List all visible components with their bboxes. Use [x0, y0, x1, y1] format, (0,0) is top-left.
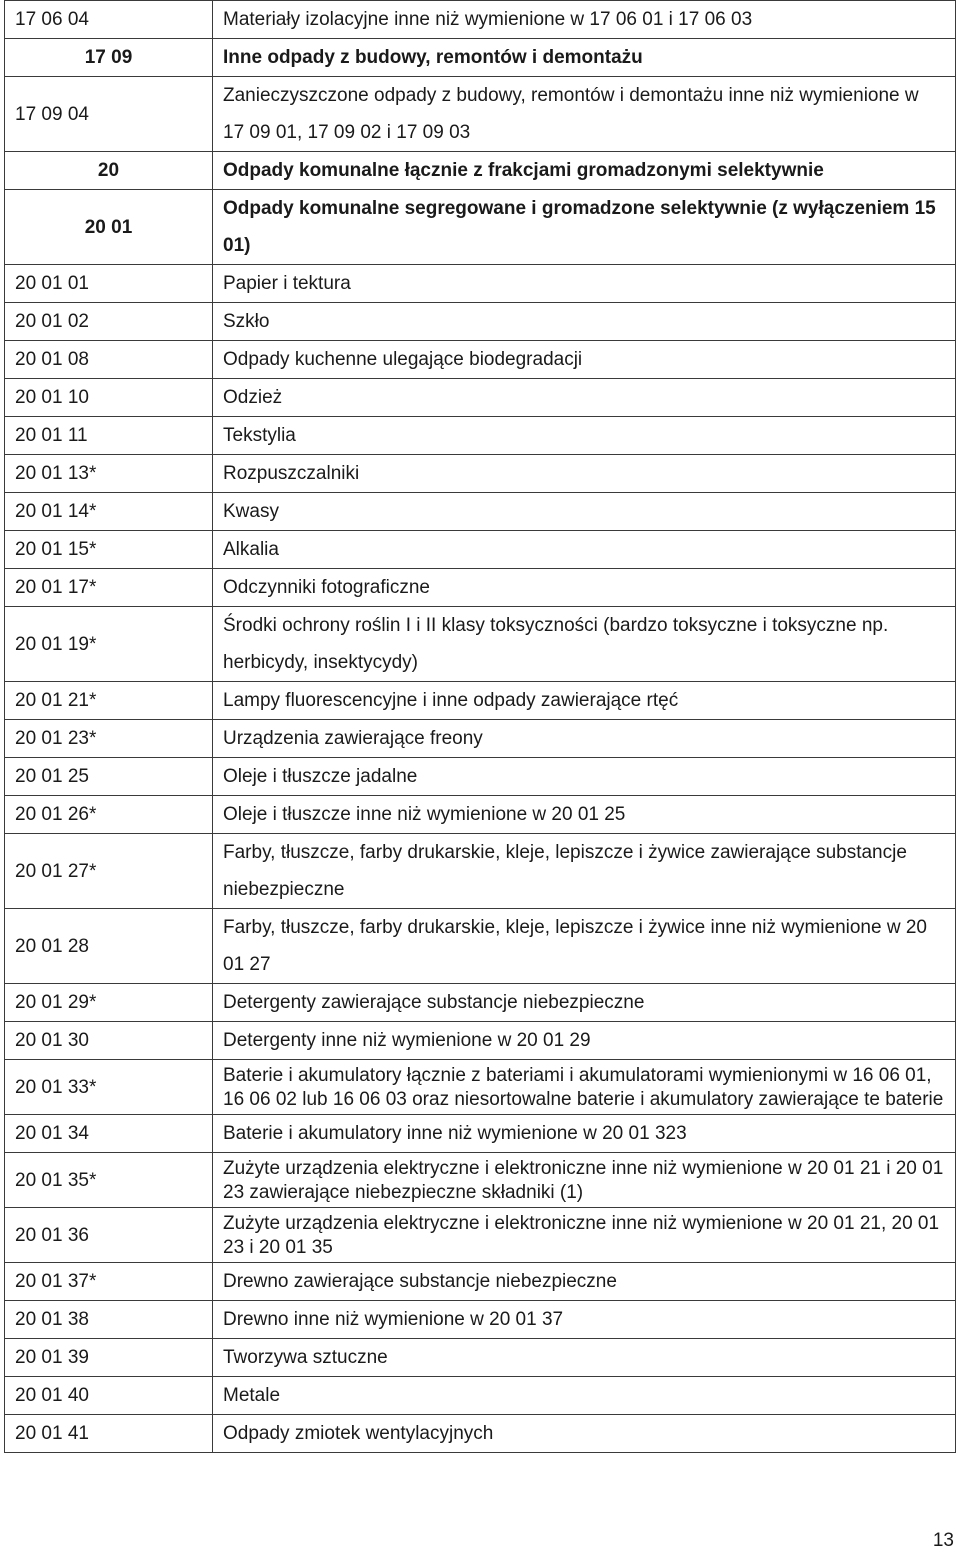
waste-code: 20 01 02 [5, 303, 213, 341]
table-row [5, 455, 956, 493]
table-row [5, 77, 956, 152]
waste-description: Detergenty zawierające substancje niebezpieczne [213, 984, 956, 1022]
waste-code: 20 01 39 [5, 1339, 213, 1377]
waste-description: Oleje i tłuszcze inne niż wymienione w 20 01 25 [213, 796, 956, 834]
waste-code: 20 01 40 [5, 1377, 213, 1415]
table-row [5, 1415, 956, 1453]
table-row [5, 909, 956, 984]
waste-description: Lampy fluorescencyjne i inne odpady zawierające rtęć [213, 682, 956, 720]
table-row [5, 1022, 956, 1060]
waste-description: Oleje i tłuszcze jadalne [213, 758, 956, 796]
waste-description: Zanieczyszczone odpady z budowy, remontów i demontażu inne niż wymienione w 17 09 01, 17 09 02 i 17 09 03 [213, 77, 956, 152]
table-row [5, 984, 956, 1022]
table-row [5, 720, 956, 758]
waste-description: Szkło [213, 303, 956, 341]
waste-code: 17 06 04 [5, 1, 213, 39]
waste-code: 20 01 36 [5, 1208, 213, 1263]
waste-code: 20 01 29* [5, 984, 213, 1022]
waste-description: Urządzenia zawierające freony [213, 720, 956, 758]
waste-description: Zużyte urządzenia elektryczne i elektroniczne inne niż wymienione w 20 01 21 i 20 01 23 zawierające niebezpieczne składniki (1) [213, 1153, 956, 1208]
table-row [5, 379, 956, 417]
waste-description: Odczynniki fotograficzne [213, 569, 956, 607]
waste-description: Papier i tektura [213, 265, 956, 303]
table-row [5, 1377, 956, 1415]
table-row [5, 569, 956, 607]
waste-description: Tekstylia [213, 417, 956, 455]
waste-code: 20 01 13* [5, 455, 213, 493]
table-row [5, 1339, 956, 1377]
waste-description: Odpady zmiotek wentylacyjnych [213, 1415, 956, 1453]
waste-code: 20 01 38 [5, 1301, 213, 1339]
table-row [5, 1263, 956, 1301]
table-row [5, 493, 956, 531]
table-row [5, 341, 956, 379]
table-row [5, 303, 956, 341]
waste-code: 20 01 11 [5, 417, 213, 455]
waste-description: Metale [213, 1377, 956, 1415]
waste-description: Drewno inne niż wymienione w 20 01 37 [213, 1301, 956, 1339]
waste-code: 20 01 10 [5, 379, 213, 417]
waste-code: 20 01 21* [5, 682, 213, 720]
waste-code: 20 01 17* [5, 569, 213, 607]
table-row [5, 607, 956, 682]
table-row [5, 1208, 956, 1263]
waste-description: Odpady komunalne łącznie z frakcjami gromadzonymi selektywnie [213, 152, 956, 190]
waste-description: Alkalia [213, 531, 956, 569]
waste-code: 20 01 25 [5, 758, 213, 796]
table-row [5, 758, 956, 796]
waste-code: 20 01 15* [5, 531, 213, 569]
waste-code: 20 01 30 [5, 1022, 213, 1060]
waste-description: Kwasy [213, 493, 956, 531]
waste-description: Odzież [213, 379, 956, 417]
table-row [5, 1301, 956, 1339]
table-row [5, 531, 956, 569]
waste-description: Baterie i akumulatory łącznie z bateriami i akumulatorami wymienionymi w 16 06 01, 16 06 02 lub 16 06 03 oraz niesortowalne baterie i akumulatory zawierające te baterie [213, 1060, 956, 1115]
waste-code: 20 01 19* [5, 607, 213, 682]
waste-code: 20 01 [5, 190, 213, 265]
waste-code: 17 09 04 [5, 77, 213, 152]
waste-code: 20 01 01 [5, 265, 213, 303]
waste-code-table [4, 0, 956, 1453]
waste-code: 20 01 35* [5, 1153, 213, 1208]
waste-code: 20 01 37* [5, 1263, 213, 1301]
waste-description: Zużyte urządzenia elektryczne i elektroniczne inne niż wymienione w 20 01 21, 20 01 23 i 20 01 35 [213, 1208, 956, 1263]
table-row [5, 1060, 956, 1115]
table-row [5, 152, 956, 190]
waste-code: 20 01 41 [5, 1415, 213, 1453]
waste-description: Farby, tłuszcze, farby drukarskie, kleje, lepiszcze i żywice zawierające substancje niebezpieczne [213, 834, 956, 909]
waste-description: Inne odpady z budowy, remontów i demontażu [213, 39, 956, 77]
table-row [5, 834, 956, 909]
waste-description: Baterie i akumulatory inne niż wymienione w 20 01 323 [213, 1115, 956, 1153]
table-row [5, 265, 956, 303]
waste-description: Farby, tłuszcze, farby drukarskie, kleje, lepiszcze i żywice inne niż wymienione w 20 01 27 [213, 909, 956, 984]
waste-description: Materiały izolacyjne inne niż wymienione w 17 06 01 i 17 06 03 [213, 1, 956, 39]
table-row [5, 1, 956, 39]
waste-code: 20 [5, 152, 213, 190]
table-row [5, 190, 956, 265]
waste-code: 20 01 08 [5, 341, 213, 379]
waste-code: 20 01 27* [5, 834, 213, 909]
waste-code: 20 01 28 [5, 909, 213, 984]
waste-description: Detergenty inne niż wymienione w 20 01 29 [213, 1022, 956, 1060]
table-row [5, 796, 956, 834]
table-row [5, 1153, 956, 1208]
waste-description: Środki ochrony roślin I i II klasy toksyczności (bardzo toksyczne i toksyczne np. herbicydy, insektycydy) [213, 607, 956, 682]
page-number: 13 [932, 1530, 954, 1551]
table-row [5, 39, 956, 77]
table-row [5, 1115, 956, 1153]
waste-description: Odpady kuchenne ulegające biodegradacji [213, 341, 956, 379]
waste-description: Rozpuszczalniki [213, 455, 956, 493]
waste-code: 20 01 14* [5, 493, 213, 531]
waste-code: 17 09 [5, 39, 213, 77]
table-row [5, 682, 956, 720]
waste-code: 20 01 26* [5, 796, 213, 834]
waste-code: 20 01 34 [5, 1115, 213, 1153]
table-row [5, 417, 956, 455]
waste-code: 20 01 33* [5, 1060, 213, 1115]
waste-code: 20 01 23* [5, 720, 213, 758]
waste-description: Tworzywa sztuczne [213, 1339, 956, 1377]
waste-description: Odpady komunalne segregowane i gromadzone selektywnie (z wyłączeniem 15 01) [213, 190, 956, 265]
waste-description: Drewno zawierające substancje niebezpieczne [213, 1263, 956, 1301]
